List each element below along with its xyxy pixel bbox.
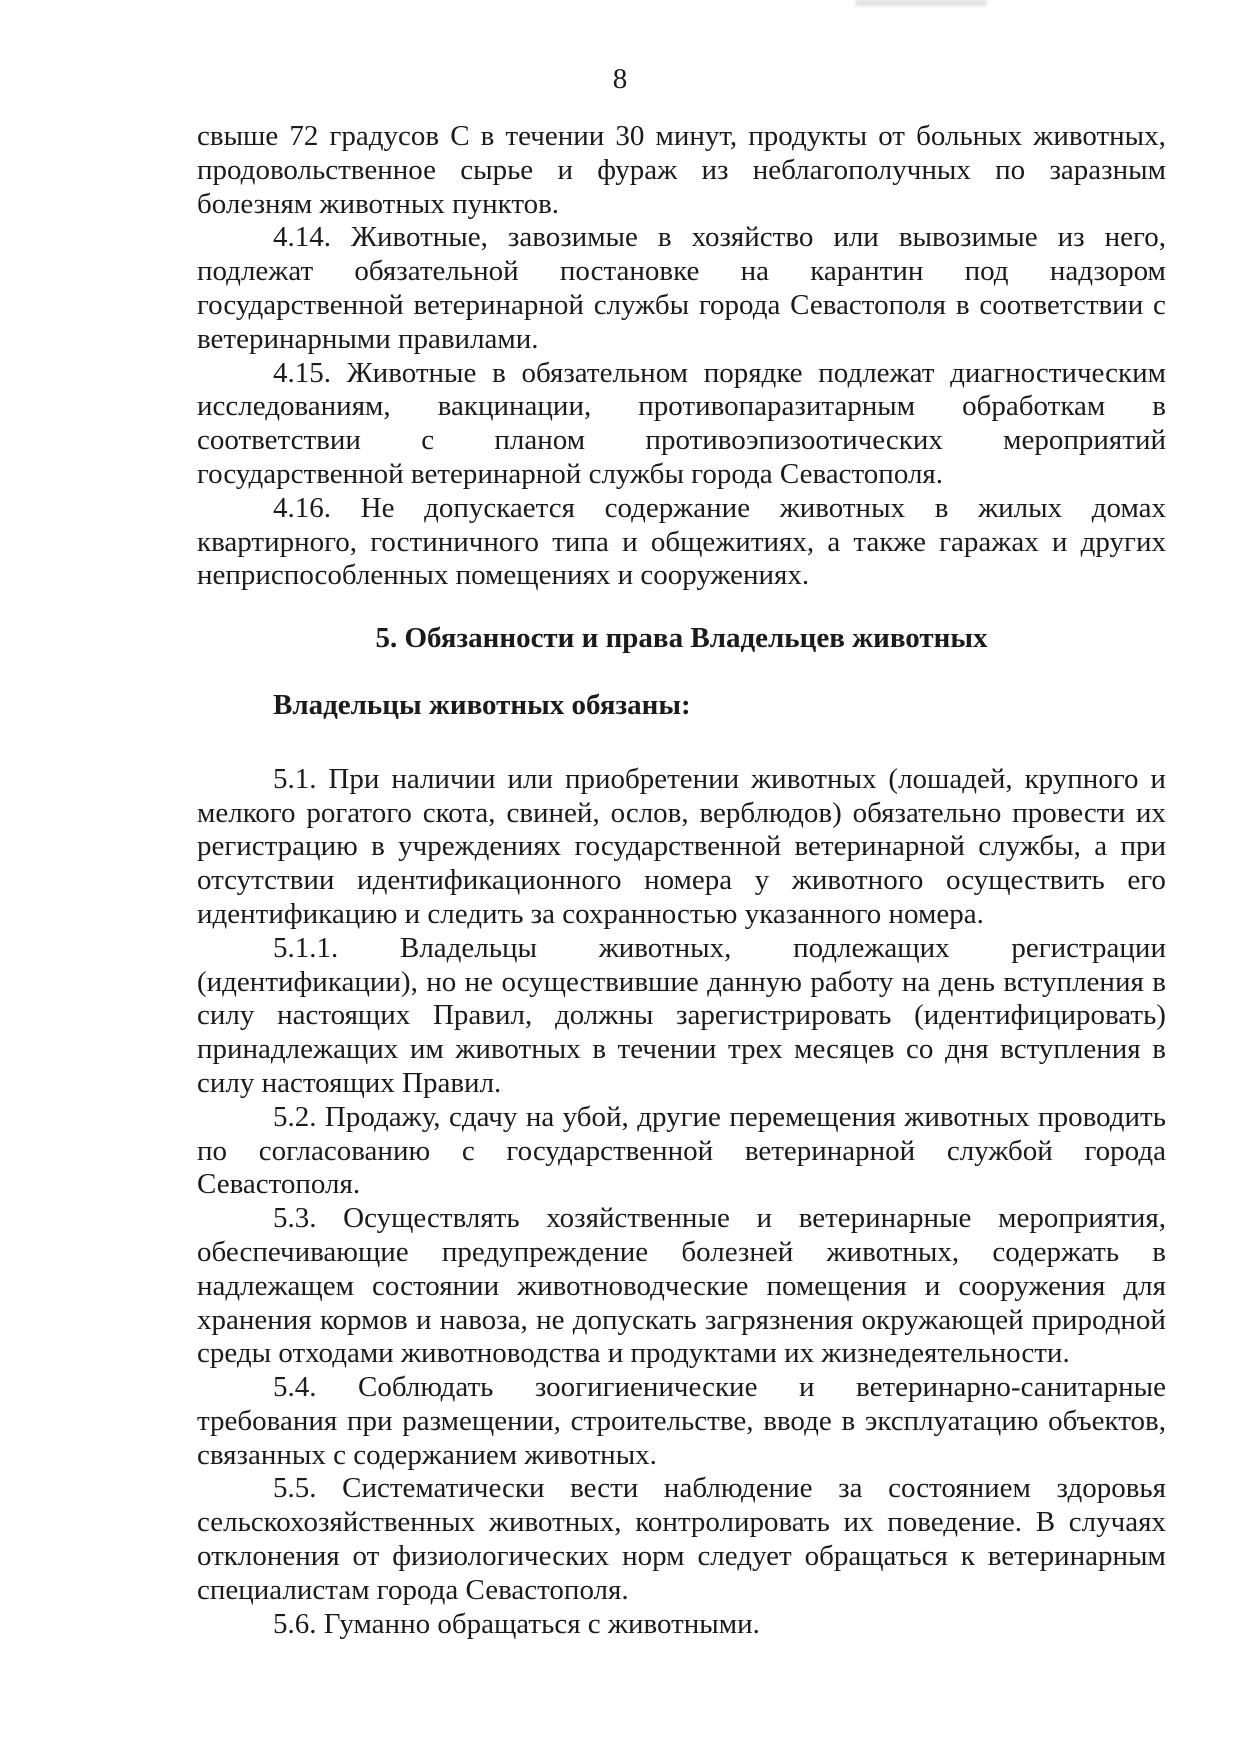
text-line: силу настоящих Правил. — [197, 1066, 502, 1099]
text-line: продовольственное сырье и фураж из неблагополучных по заразным — [197, 153, 1166, 186]
page-number: 8 — [612, 63, 628, 95]
text-line: ветеринарными правилами. — [197, 322, 539, 355]
paragraph — [197, 932, 1166, 1101]
text-line: государственной ветеринарной службы города Севастополя в соответствии с — [197, 288, 1166, 321]
text-line: Севастополя. — [197, 1168, 361, 1201]
paragraph — [197, 492, 1166, 593]
text-line: хранения кормов и навоза, не допускать загрязнения окружающей природной — [197, 1303, 1166, 1336]
text-line: надлежащем состоянии животноводческие помещения и сооружения для — [197, 1269, 1166, 1302]
scan-smudge-artifact — [855, 0, 987, 6]
text-line: 4.15. Животные в обязательном порядке подлежат диагностическим — [273, 356, 1166, 389]
paragraph — [197, 1371, 1166, 1472]
text-line: связанных с содержанием животных. — [197, 1438, 657, 1471]
text-line: среды отходами животноводства и продуктами их жизнедеятельности. — [197, 1337, 1070, 1370]
text-line: отсутствии идентификационного номера у животного осуществить его — [197, 864, 1166, 897]
text-line: подлежат обязательной постановке на карантин под надзором — [197, 255, 1166, 288]
text-line: силу настоящих Правил, должны зарегистрировать (идентифицировать) — [197, 999, 1166, 1032]
paragraph — [197, 1608, 1166, 1642]
text-line: 5.5. Систематически вести наблюдение за состоянием здоровья — [273, 1472, 1166, 1505]
paragraph — [197, 357, 1166, 492]
section-heading: 5. Обязанности и права Владельцев животных — [375, 622, 988, 655]
text-line: по согласованию с государственной ветеринарной службой города — [197, 1134, 1166, 1167]
text-line: регистрацию в учреждениях государственной ветеринарной службы, а при — [197, 830, 1166, 863]
text-line: 5.6. Гуманно обращаться с животными. — [273, 1607, 760, 1640]
text-line: требования при размещении, строительстве, вводе в эксплуатацию объектов, — [197, 1404, 1166, 1437]
text-line: квартирного, гостиничного типа и общежитиях, а также гаражах и других — [197, 525, 1166, 558]
text-line: обеспечивающие предупреждение болезней животных, содержать в — [197, 1235, 1166, 1268]
text-line: (идентификации), но не осуществившие данную работу на день вступления в — [197, 965, 1166, 998]
paragraph — [197, 120, 1166, 221]
document-body — [197, 120, 1166, 1641]
text-line: 4.14. Животные, завозимые в хозяйство или вывозимые из него, — [273, 221, 1166, 254]
text-line: 5.4. Соблюдать зоогигиенические и ветеринарно-санитарные — [273, 1371, 1166, 1404]
text-line: 5.2. Продажу, сдачу на убой, другие перемещения животных проводить — [273, 1100, 1166, 1133]
text-line: отклонения от физиологических норм следует обращаться к ветеринарным — [197, 1540, 1166, 1573]
text-line: свыше 72 градусов С в течении 30 минут, продукты от больных животных, — [197, 120, 1166, 152]
text-line: принадлежащих им животных в течении трех месяцев со дня вступления в — [197, 1033, 1166, 1066]
text-line: 5.1.1. Владельцы животных, подлежащих регистрации — [273, 931, 1166, 964]
paragraph — [197, 221, 1166, 356]
paragraph — [197, 1202, 1166, 1371]
text-line: неприспособленных помещениях и сооружениях. — [197, 559, 810, 592]
text-line: 5.1. При наличии или приобретении животных (лошадей, крупного и — [273, 762, 1166, 795]
text-line: специалистам города Севастополя. — [197, 1573, 629, 1606]
text-line: болезням животных пунктов. — [197, 187, 560, 220]
paragraph — [197, 763, 1166, 932]
text-line: государственной ветеринарной службы города Севастополя. — [197, 457, 943, 490]
text-line: мелкого рогатого скота, свиней, ослов, верблюдов) обязательно провести их — [197, 796, 1166, 829]
subsection-heading: Владельцы животных обязаны: — [273, 688, 691, 721]
text-line: соответствии с планом противоэпизоотических мероприятий — [197, 424, 1166, 457]
text-line: сельскохозяйственных животных, контролировать их поведение. В случаях — [197, 1506, 1166, 1539]
text-line: идентификацию и следить за сохранностью указанного номера. — [197, 897, 984, 930]
paragraph — [197, 1101, 1166, 1202]
paragraph — [197, 1472, 1166, 1607]
text-line: исследованиям, вакцинации, противопаразитарным обработкам в — [197, 390, 1166, 423]
text-line: 4.16. Не допускается содержание животных в жилых домах — [273, 491, 1166, 524]
text-line: 5.3. Осуществлять хозяйственные и ветеринарные мероприятия, — [273, 1202, 1166, 1235]
